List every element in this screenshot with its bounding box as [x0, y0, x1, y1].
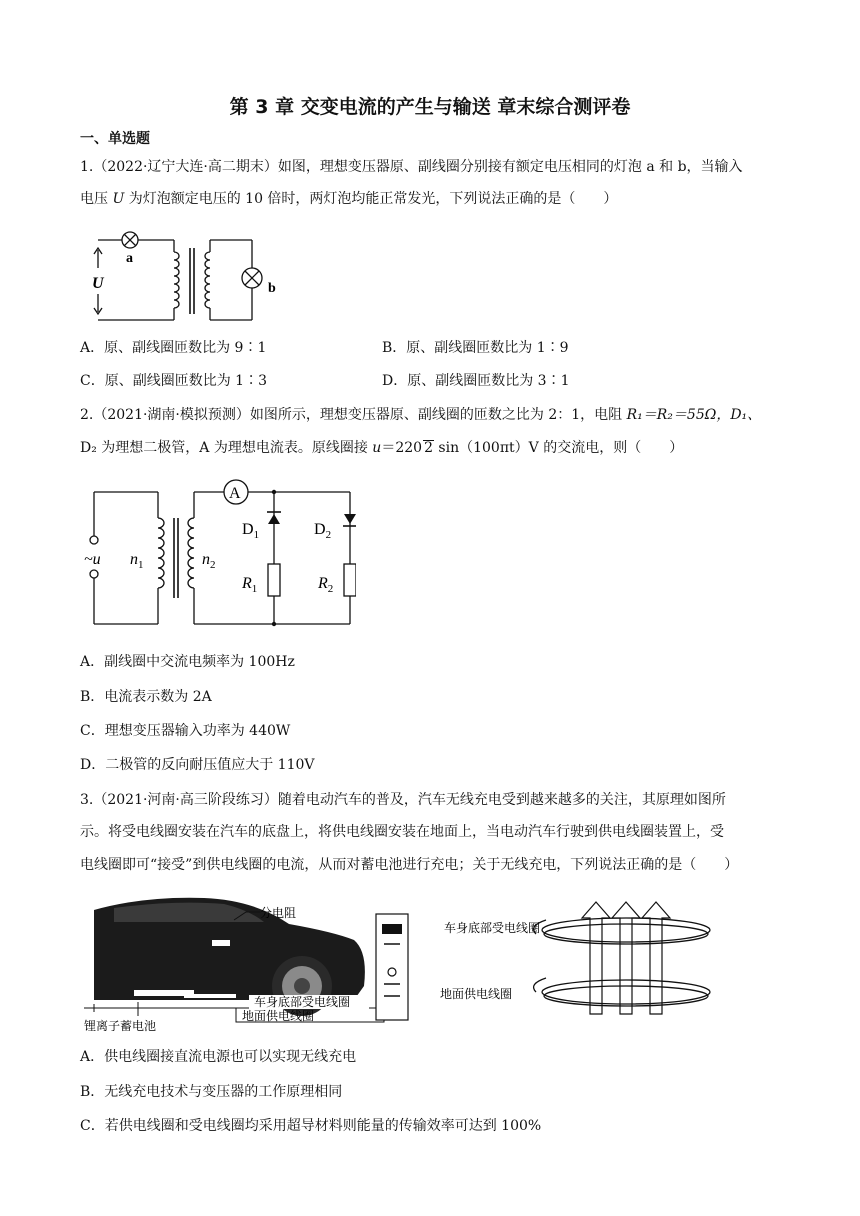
q1-label-U: U	[92, 275, 104, 292]
q3-option-b[interactable]: B．无线充电技术与变压器的工作原理相同	[80, 1084, 343, 1100]
q2-option-c[interactable]: C．理想变压器输入功率为 440W	[80, 723, 291, 739]
q3-label-right-car-coil: 车身底部受电线圈	[444, 921, 541, 935]
q1-stem-line2: 电压 U 为灯泡额定电压的 10 倍时，两灯泡均能正常发光，下列说法正确的是（ ）	[80, 191, 618, 207]
q3-stem-line1: 3.（2021·河南·高三阶段练习）随着电动汽车的普及，汽车无线充电受到越来越多的关注，其原理如图所	[80, 792, 726, 808]
q3-coil-field-diagram	[436, 896, 756, 1028]
q3-label-right-ground-coil: 地面供电线圈	[440, 987, 513, 1001]
q2-stem-line2: D₂ 为理想二极管，A 为理想电流表。原线圈接 u＝220 2 sin（100πt）V 的交流电，则（ ）	[80, 440, 684, 456]
q2-r1-label: $R_1$	[242, 575, 258, 595]
q1-option-c[interactable]: C．原、副线圈匝数比为 1∶3	[80, 373, 267, 389]
q1-label-a: a	[126, 251, 133, 266]
q2-option-a[interactable]: A．副线圈中交流电频率为 100Hz	[80, 654, 295, 670]
q1-stem-line1: 1.（2022·辽宁大连·高二期末）如图，理想变压器原、副线圈分别接有额定电压相同的灯泡 a 和 b，当输入	[80, 159, 743, 175]
q2-transformer-diode-circuit	[84, 478, 356, 638]
q3-stem-line2: 示。将受电线圈安装在汽车的底盘上，将供电线圈安装在地面上，当电动汽车行驶到供电线圈装置上，受	[80, 824, 724, 840]
q2-n2-label: $n_2$	[202, 551, 216, 571]
q1-label-b: b	[268, 281, 276, 296]
q2-d2-label: $D_2$	[314, 521, 332, 541]
q2-option-b[interactable]: B．电流表示数为 2A	[80, 689, 212, 705]
q3-option-a[interactable]: A．供电线圈接直流电源也可以实现无线充电	[80, 1049, 357, 1065]
page-title: 第 3 章 交变电流的产生与输送 章末综合测评卷	[229, 96, 631, 118]
q3-charger-post	[370, 912, 414, 1024]
q2-n1-label: $n_1$	[130, 551, 144, 571]
q3-label-resistor: 分电阻	[260, 906, 297, 920]
q3-label-car-coil: 车身底部受电线圈	[254, 995, 351, 1009]
q1-option-d[interactable]: D．原、副线圈匝数比为 3∶1	[382, 373, 570, 389]
q1-option-a[interactable]: A．原、副线圈匝数比为 9∶1	[80, 340, 267, 356]
q2-source-label: ~u	[84, 551, 101, 568]
q2-stem-line1: 2.（2021·湖南·模拟预测）如图所示，理想变压器原、副线圈的匝数之比为 2：1，电阻 R₁＝R₂＝55Ω，D₁、	[80, 407, 762, 423]
q3-label-battery: 锂离子蓄电池	[84, 1019, 157, 1032]
q1-option-b[interactable]: B．原、副线圈匝数比为 1∶9	[382, 340, 569, 356]
q2-r2-label: $R_2$	[318, 575, 334, 595]
q2-ammeter-label: A	[229, 485, 241, 502]
section-heading: 一、单选题	[80, 131, 150, 147]
q2-option-d[interactable]: D．二极管的反向耐压值应大于 110V	[80, 757, 315, 773]
q3-stem-line3: 电线圈即可“接受”到供电线圈的电流，从而对蓄电池进行充电；关于无线充电，下列说法正确的是（ ）	[80, 857, 739, 873]
q1-transformer-circuit	[84, 222, 284, 322]
q2-d1-label: $D_1$	[242, 521, 260, 541]
q3-option-c[interactable]: C．若供电线圈和受电线圈均采用超导材料则能量的传输效率可达到 100%	[80, 1118, 542, 1134]
q3-label-ground-coil: 地面供电线圈	[242, 1009, 315, 1023]
